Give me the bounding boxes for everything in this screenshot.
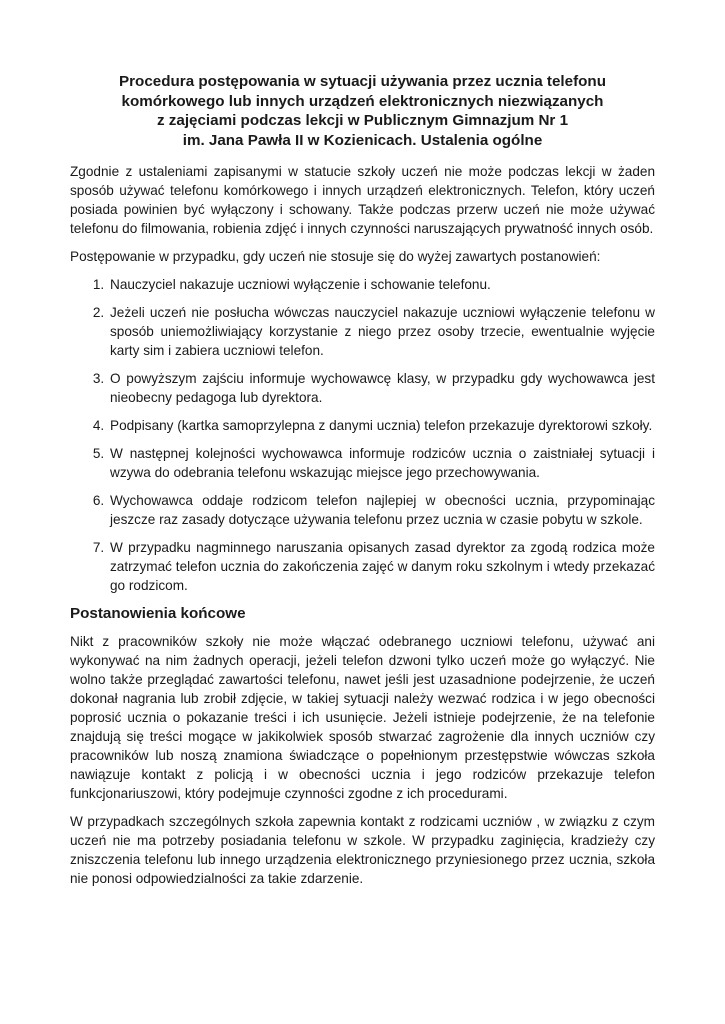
final-paragraph-2: W przypadkach szczególnych szkoła zapewnia kontakt z rodzicami uczniów , w związku z czym uczeń nie ma potrzeby posiadania telefonu w szkole. W przypadku zaginięcia, kradzieży czy zniszczenia telefonu lub innego urządzenia elektronicznego przyniesionego przez ucznia, szkoła nie ponosi odpowiedzialności za takie zdarzenie.	[70, 814, 655, 886]
procedure-step: 5. W następnej kolejności wychowawca informuje rodziców ucznia o zaistniałej sytuacji i wzywa do odebrania telefonu wskazując miejsce jego przechowywania.	[108, 444, 655, 482]
final-paragraph-1: Nikt z pracowników szkoły nie może włączać odebranego uczniowi telefonu, używać ani wykonywać na nim żadnych operacji, jeżeli telefon dzwoni tylko uczeń może go wyłączyć. Nie wolno także przeglądać zawartości telefonu, nawet jeśli jest uzasadnione podejrzenie, że uczeń dokonał nagrania lub zrobił zdjęcie, w takiej sytuacji należy wezwać rodzica i w jego obecności poprosić ucznia o pokazanie treści i ich usunięcie. Jeżeli istnieje podejrzenie, że na telefonie znajdują się treści mogące w jakikolwiek sposób stwarzać zagrożenie dla innych uczniów czy pracowników lub noszą znamiona świadczące o popełnionym przestępstwie wówczas szkoła nawiązuje kontakt z policją i w obecności ucznia i jego rodziców przekazuje telefon funkcjonariuszowi, który podejmuje czynności zgodne z ich procedurami.	[70, 634, 655, 801]
title-line-2: komórkowego lub innych urządzeń elektronicznych niezwiązanych	[121, 92, 604, 110]
procedure-step: 4. Podpisany (kartka samoprzylepna z danymi ucznia) telefon przekazuje dyrektorowi szkoły.	[108, 416, 655, 435]
procedure-step: 7. W przypadku nagminnego naruszania opisanych zasad dyrektor za zgodą rodzica może zatrzymać telefon ucznia do zakończenia zajęć w danym roku szkolnym i wtedy przekazać go rodzicom.	[108, 538, 655, 595]
procedure-step: 2. Jeżeli uczeń nie posłucha wówczas nauczyciel nakazuje uczniowi wyłączenie telefonu w sposób uniemożliwiający korzystanie z niego przez osoby trzecie, ewentualnie wyjęcie karty sim i zabiera uczniowi telefon.	[108, 303, 655, 360]
procedure-intro: Postępowanie w przypadku, gdy uczeń nie stosuje się do wyżej zawartych postanowień:	[70, 249, 601, 264]
title-line-1: Procedura postępowania w sytuacji używania przez ucznia telefonu	[119, 73, 606, 90]
procedure-step: 1. Nauczyciel nakazuje uczniowi wyłączenie i schowanie telefonu.	[108, 275, 655, 294]
procedure-steps-list	[70, 275, 655, 595]
document-title	[70, 72, 655, 150]
procedure-step: 3. O powyższym zajściu informuje wychowawcę klasy, w przypadku gdy wychowawca jest nieobecny pedagoga lub dyrektora.	[108, 369, 655, 407]
intro-paragraph: Zgodnie z ustaleniami zapisanymi w statucie szkoły uczeń nie może podczas lekcji w żaden sposób używać telefonu komórkowego i innych urządzeń elektronicznych. Telefon, który uczeń posiada powinien być wyłączony i schowany. Także podczas przerw uczeń nie może używać telefonu do filmowania, robienia zdjęć i innych czynności naruszających prywatność innych osób.	[70, 164, 655, 236]
procedure-step: 6. Wychowawca oddaje rodzicom telefon najlepiej w obecności ucznia, przypominając jeszcze raz zasady dotyczące używania telefonu przez ucznia w czasie pobytu w szkole.	[108, 491, 655, 529]
title-line-3: z zajęciami podczas lekcji w Publicznym Gimnazjum Nr 1	[156, 112, 569, 129]
title-line-4: im. Jana Pawła II w Kozienicach. Ustalenia ogólne	[182, 131, 543, 149]
final-provisions-heading: Postanowienia końcowe	[70, 605, 246, 622]
